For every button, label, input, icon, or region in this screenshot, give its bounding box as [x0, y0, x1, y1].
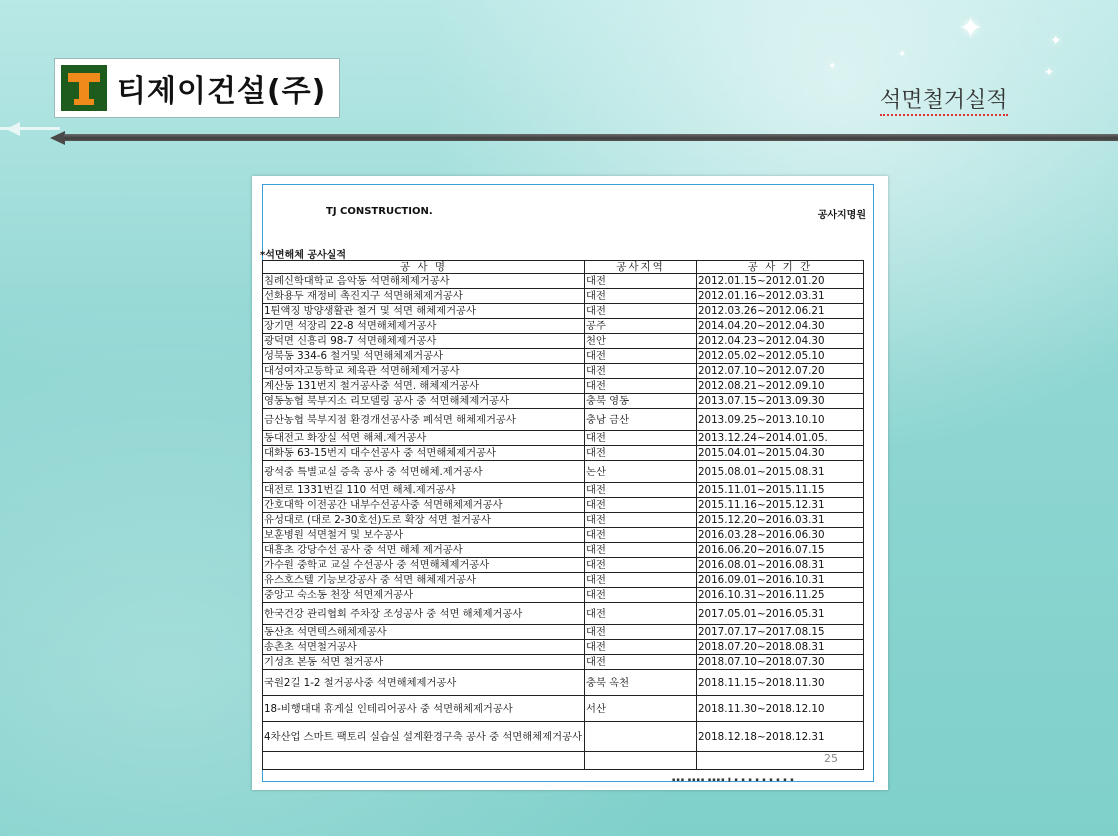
table-row	[263, 655, 864, 670]
cell-period: 2018.11.15~2018.11.30	[697, 670, 864, 696]
cell-period: 2017.07.17~2017.08.15	[697, 625, 864, 640]
cell-region: 대전	[585, 528, 697, 543]
cell-region: 대전	[585, 446, 697, 461]
table-row	[263, 670, 864, 696]
cell-project-name: 성북동 334-6 철거및 석면해체제거공사	[263, 349, 585, 364]
table-row	[263, 364, 864, 379]
cell-project-name: 영동농협 북부지소 리모델링 공사 중 석면해체제거공사	[263, 394, 585, 409]
table-row	[263, 431, 864, 446]
cell-region: 대전	[585, 483, 697, 498]
cell-project-name: 1튄액징 방양생활관 철거 및 석면 해체제거공사	[263, 304, 585, 319]
cell-period: 2018.12.18~2018.12.31	[697, 722, 864, 752]
cell-period: 2016.09.01~2016.10.31	[697, 573, 864, 588]
table-row	[263, 304, 864, 319]
page-number: 25	[824, 752, 838, 765]
cell-project-name: 광석중 특별교실 증축 공사 중 석면해체.제거공사	[263, 461, 585, 483]
table-row	[263, 625, 864, 640]
cell-period: 2018.07.10~2018.07.30	[697, 655, 864, 670]
cell-region: 대전	[585, 655, 697, 670]
cell-project-name: 유스호스텔 기능보강공사 중 석면 해체제거공사	[263, 573, 585, 588]
cell-region: 대전	[585, 543, 697, 558]
table-header-row	[263, 261, 864, 274]
page-title: 석면철거실적	[880, 88, 1008, 116]
cell-period	[697, 752, 864, 770]
cell-period: 2012.03.26~2012.06.21	[697, 304, 864, 319]
column-header-region: 공사지역	[585, 261, 697, 274]
cell-region: 대전	[585, 304, 697, 319]
cell-region: 대전	[585, 603, 697, 625]
cell-project-name: 침례신학대학교 음악동 석면해체제거공사	[263, 274, 585, 289]
cell-region: 논산	[585, 461, 697, 483]
document-subtitle: 공사지명원	[817, 210, 866, 221]
cell-project-name: 대흥초 강당수선 공사 중 석면 해체 제거공사	[263, 543, 585, 558]
cell-period: 2016.08.01~2016.08.31	[697, 558, 864, 573]
t-logo-icon	[61, 65, 107, 111]
cell-project-name: 동산초 석면텍스해체제공사	[263, 625, 585, 640]
cell-period: 2015.08.01~2015.08.31	[697, 461, 864, 483]
cell-project-name: 간호대학 이전공간 내부수선공사중 석면해체제거공사	[263, 498, 585, 513]
cell-project-name: 장기면 석장리 22-8 석면해체제거공사	[263, 319, 585, 334]
cell-region: 대전	[585, 431, 697, 446]
sparkle-icon: ✦	[1050, 33, 1062, 49]
cell-region: 대전	[585, 573, 697, 588]
cell-region: 대전	[585, 274, 697, 289]
cell-region: 충북 영동	[585, 394, 697, 409]
works-table	[262, 260, 864, 770]
cell-region: 충북 옥천	[585, 670, 697, 696]
column-header-period: 공 사 기 간	[697, 261, 864, 274]
cell-project-name: 18-비행대대 휴게실 인테리어공사 중 석면해체제거공사	[263, 696, 585, 722]
cell-period: 2015.11.16~2015.12.31	[697, 498, 864, 513]
sparkle-icon: ✦	[1044, 65, 1055, 79]
table-row	[263, 498, 864, 513]
cell-period: 2017.05.01~2016.05.31	[697, 603, 864, 625]
document-page	[252, 176, 888, 790]
cell-project-name: 광덕면 신흥리 98-7 석면해체제거공사	[263, 334, 585, 349]
table-row	[263, 752, 864, 770]
sparkle-icon: ✦	[958, 11, 984, 46]
sparkle-icon: ✦	[898, 49, 907, 60]
company-name: 티제이건설(주)	[117, 74, 327, 109]
table-row	[263, 558, 864, 573]
cell-period: 2015.11.01~2015.11.15	[697, 483, 864, 498]
sparkle-icon: ✦	[828, 61, 837, 72]
cell-project-name: 동대전고 화장실 석면 해체.제거공사	[263, 431, 585, 446]
table-row	[263, 379, 864, 394]
table-row	[263, 394, 864, 409]
column-header-name: 공 사 명	[263, 261, 585, 274]
table-row	[263, 349, 864, 364]
cell-period: 2015.12.20~2016.03.31	[697, 513, 864, 528]
table-row	[263, 513, 864, 528]
table-row	[263, 640, 864, 655]
cell-project-name: 가수원 중학교 교실 수선공사 중 석면해체제거공사	[263, 558, 585, 573]
document-company: TJ CONSTRUCTION.	[326, 206, 433, 217]
table-row	[263, 543, 864, 558]
cell-region: 대전	[585, 364, 697, 379]
cell-project-name: 대화동 63-15번지 대수선공사 중 석면해체제거공사	[263, 446, 585, 461]
table-row	[263, 528, 864, 543]
cell-project-name: 송촌초 석면철거공사	[263, 640, 585, 655]
cell-project-name: 선화용두 재정비 촉진지구 석면해체제거공사	[263, 289, 585, 304]
table-row	[263, 289, 864, 304]
cell-region: 천안	[585, 334, 697, 349]
table-row	[263, 461, 864, 483]
cell-project-name: 대성여자고등학교 체육관 석면해체제거공사	[263, 364, 585, 379]
cell-project-name: 금산농협 북부지점 환경개선공사중 폐석면 해체제거공사	[263, 409, 585, 431]
cell-region: 공주	[585, 319, 697, 334]
cell-project-name: 유성대로 (대로 2-30호선)도로 확장 석면 철거공사	[263, 513, 585, 528]
cell-region: 대전	[585, 498, 697, 513]
cell-region: 대전	[585, 349, 697, 364]
cell-period: 2012.04.23~2012.04.30	[697, 334, 864, 349]
table-row	[263, 409, 864, 431]
cell-project-name: 기성초 본동 석면 철거공사	[263, 655, 585, 670]
cell-period: 2015.04.01~2015.04.30	[697, 446, 864, 461]
section-title: *석면해체 공사실적	[260, 250, 346, 261]
cell-project-name: 중앙고 숙소동 천장 석면제거공사	[263, 588, 585, 603]
cell-region: 대전	[585, 379, 697, 394]
table-row	[263, 483, 864, 498]
cell-region: 대전	[585, 640, 697, 655]
document-footer-mark: ▪▪▪ ▪▪▪▪ ▪▪▪▪ ▮ ▪ ▪ ▪ ▪ ▪ ▪ ▪ ▪ ▪	[672, 777, 795, 783]
cell-period: 2014.04.20~2012.04.30	[697, 319, 864, 334]
cell-project-name: 국원2길 1-2 철거공사중 석면해체제거공사	[263, 670, 585, 696]
cell-project-name: 계산동 131번지 철거공사중 석면. 해체제거공사	[263, 379, 585, 394]
cell-period: 2012.07.10~2012.07.20	[697, 364, 864, 379]
cell-region: 대전	[585, 625, 697, 640]
company-logo	[54, 58, 340, 118]
table-row	[263, 603, 864, 625]
cell-region: 충남 금산	[585, 409, 697, 431]
cell-period: 2016.10.31~2016.11.25	[697, 588, 864, 603]
cell-period: 2012.01.16~2012.03.31	[697, 289, 864, 304]
table-row	[263, 334, 864, 349]
cell-period: 2016.06.20~2016.07.15	[697, 543, 864, 558]
cell-region: 대전	[585, 558, 697, 573]
cell-period: 2013.07.15~2013.09.30	[697, 394, 864, 409]
header-divider	[64, 134, 1118, 141]
cell-period: 2018.11.30~2018.12.10	[697, 696, 864, 722]
cell-region: 대전	[585, 289, 697, 304]
table-row	[263, 588, 864, 603]
cell-project-name	[263, 752, 585, 770]
arrow-left-dark-icon	[50, 131, 65, 145]
cell-project-name: 4차산업 스마트 팩토리 실습실 설계환경구축 공사 중 석면해체제거공사	[263, 722, 585, 752]
cell-region: 대전	[585, 513, 697, 528]
cell-period: 2012.05.02~2012.05.10	[697, 349, 864, 364]
cell-period: 2013.09.25~2013.10.10	[697, 409, 864, 431]
table-row	[263, 722, 864, 752]
table-row	[263, 274, 864, 289]
cell-project-name: 대전로 1331번길 110 석면 해체.제거공사	[263, 483, 585, 498]
cell-region	[585, 722, 697, 752]
table-row	[263, 573, 864, 588]
cell-period: 2018.07.20~2018.08.31	[697, 640, 864, 655]
cell-period: 2012.08.21~2012.09.10	[697, 379, 864, 394]
table-row	[263, 696, 864, 722]
cell-period: 2013.12.24~2014.01.05.	[697, 431, 864, 446]
cell-region: 대전	[585, 588, 697, 603]
arrow-left-icon	[6, 122, 20, 136]
cell-region	[585, 752, 697, 770]
cell-region: 서산	[585, 696, 697, 722]
table-row	[263, 319, 864, 334]
cell-period: 2016.03.28~2016.06.30	[697, 528, 864, 543]
table-row	[263, 446, 864, 461]
cell-project-name: 보훈병원 석면철거 및 보수공사	[263, 528, 585, 543]
cell-project-name: 한국건강 관리협회 주차장 조성공사 중 석면 해체제거공사	[263, 603, 585, 625]
cell-period: 2012.01.15~2012.01.20	[697, 274, 864, 289]
